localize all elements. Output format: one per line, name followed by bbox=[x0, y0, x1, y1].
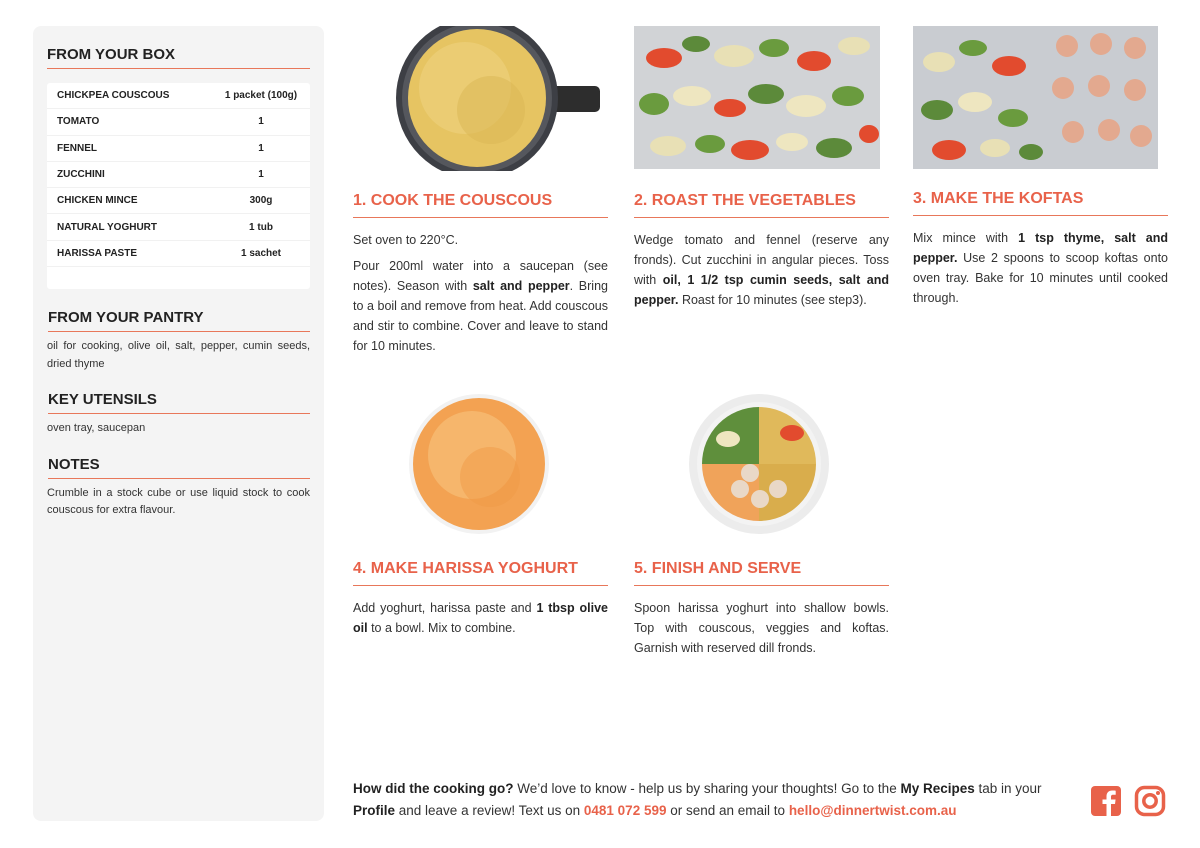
step-1 bbox=[353, 192, 608, 356]
table-row bbox=[47, 136, 310, 162]
step-5-title: 5. FINISH AND SERVE bbox=[634, 560, 889, 586]
step-2 bbox=[634, 192, 889, 310]
ingredient-name: FENNEL bbox=[57, 142, 97, 154]
ingredient-name: CHICKPEA COUSCOUS bbox=[57, 90, 170, 102]
couscous-saucepan-image bbox=[353, 26, 608, 171]
step-5 bbox=[634, 560, 889, 658]
feedback-footer bbox=[353, 778, 1083, 822]
step-4-title: 4. MAKE HARISSA YOGHURT bbox=[353, 560, 608, 586]
text-span: Add yoghurt, harissa paste and bbox=[353, 601, 537, 615]
utensils-text: oven tray, saucepan bbox=[47, 422, 146, 435]
my-recipes-label: My Recipes bbox=[900, 781, 975, 796]
feedback-question: How did the cooking go? bbox=[353, 781, 514, 796]
step-4-text bbox=[353, 598, 608, 638]
ingredient-qty: 1 tub bbox=[249, 221, 273, 233]
utensils-heading: KEY UTENSILS bbox=[48, 391, 310, 414]
step-1-text-2 bbox=[353, 256, 608, 356]
box-heading: FROM YOUR BOX bbox=[47, 46, 310, 69]
text-span: We’d love to know - help us by sharing your thoughts! Go to the bbox=[513, 781, 901, 796]
harissa-yoghurt-image bbox=[408, 393, 550, 535]
text-span: Mix mince with bbox=[913, 231, 1019, 245]
text-span: Use 2 spoons to scoop koftas onto oven tray. Bake for 10 minutes until cooked through. bbox=[913, 251, 1168, 305]
ingredient-qty: 300g bbox=[249, 195, 273, 207]
notes-heading: NOTES bbox=[48, 456, 310, 479]
step-1-text-1: Set oven to 220°C. bbox=[353, 233, 459, 247]
text-span: to a bowl. Mix to combine. bbox=[367, 621, 516, 635]
step-4 bbox=[353, 560, 608, 638]
text-span: tab in your bbox=[974, 781, 1042, 796]
table-row bbox=[47, 214, 310, 240]
text-span: and leave a review! Text us on bbox=[395, 803, 584, 818]
ingredient-qty: 1 bbox=[258, 142, 264, 154]
pantry-heading: FROM YOUR PANTRY bbox=[48, 309, 310, 332]
step-2-text bbox=[634, 230, 889, 310]
email-link[interactable]: hello@dinnertwist.com.au bbox=[788, 803, 957, 818]
roast-vegetables-image bbox=[634, 26, 880, 169]
pantry-text: oil for cooking, olive oil, salt, pepper, cumin seeds, dried thyme bbox=[47, 340, 310, 370]
bold-text: salt and pepper bbox=[472, 279, 570, 293]
table-row bbox=[47, 83, 310, 109]
ingredients-sidebar bbox=[33, 26, 324, 821]
profile-label: Profile bbox=[353, 803, 396, 818]
ingredient-name: TOMATO bbox=[57, 116, 100, 128]
text-span: Pour 200ml water into a saucepan (see notes). Season with bbox=[353, 259, 608, 293]
step-2-title: 2. ROAST THE VEGETABLES bbox=[634, 192, 889, 218]
ingredient-name: NATURAL YOGHURT bbox=[57, 221, 157, 233]
ingredient-qty: 1 bbox=[258, 116, 264, 128]
koftas-tray-image bbox=[913, 26, 1158, 169]
step-3 bbox=[913, 190, 1168, 308]
ingredient-name: CHICKEN MINCE bbox=[57, 195, 138, 207]
ingredient-qty: 1 packet (100g) bbox=[224, 90, 298, 102]
instagram-icon[interactable] bbox=[1134, 785, 1166, 817]
table-row bbox=[47, 188, 310, 214]
bold-text: 1 tsp thyme, salt and pepper. bbox=[913, 231, 1168, 265]
bold-text: oil, 1 1/2 tsp cumin seeds, salt and pepper. bbox=[634, 273, 889, 307]
table-row bbox=[47, 162, 310, 188]
ingredient-qty: 1 sachet bbox=[240, 247, 282, 259]
step-5-text: Spoon harissa yoghurt into shallow bowls. Top with couscous, veggies and koftas. Garnish with reserved dill fronds. bbox=[634, 601, 889, 655]
phone-link[interactable]: 0481 072 599 bbox=[583, 803, 667, 818]
step-3-text bbox=[913, 228, 1168, 308]
box-ingredients-table bbox=[47, 83, 310, 289]
bold-text: 1 tbsp olive oil bbox=[353, 601, 608, 635]
notes-text: Crumble in a stock cube or use liquid stock to cook couscous for extra flavour. bbox=[47, 486, 310, 517]
ingredient-name: HARISSA PASTE bbox=[57, 247, 138, 259]
finished-dish-image bbox=[688, 393, 830, 535]
text-span: . Bring to a boil and remove from heat. Add couscous and stir to combine. Cover and leave to stand for 10 minutes. bbox=[353, 279, 608, 353]
step-1-title: 1. COOK THE COUSCOUS bbox=[353, 192, 608, 218]
text-span: or send an email to bbox=[666, 803, 789, 818]
text-span: Roast for 10 minutes (see step3). bbox=[678, 293, 867, 307]
table-row bbox=[47, 109, 310, 135]
ingredient-name: ZUCCHINI bbox=[57, 169, 105, 181]
ingredient-qty: 1 bbox=[258, 169, 264, 181]
facebook-icon[interactable] bbox=[1090, 785, 1122, 817]
text-span: Wedge tomato and fennel (reserve any fronds). Cut zucchini in angular pieces. Toss with bbox=[634, 233, 889, 287]
step-3-title: 3. MAKE THE KOFTAS bbox=[913, 190, 1168, 216]
table-row bbox=[47, 241, 310, 267]
